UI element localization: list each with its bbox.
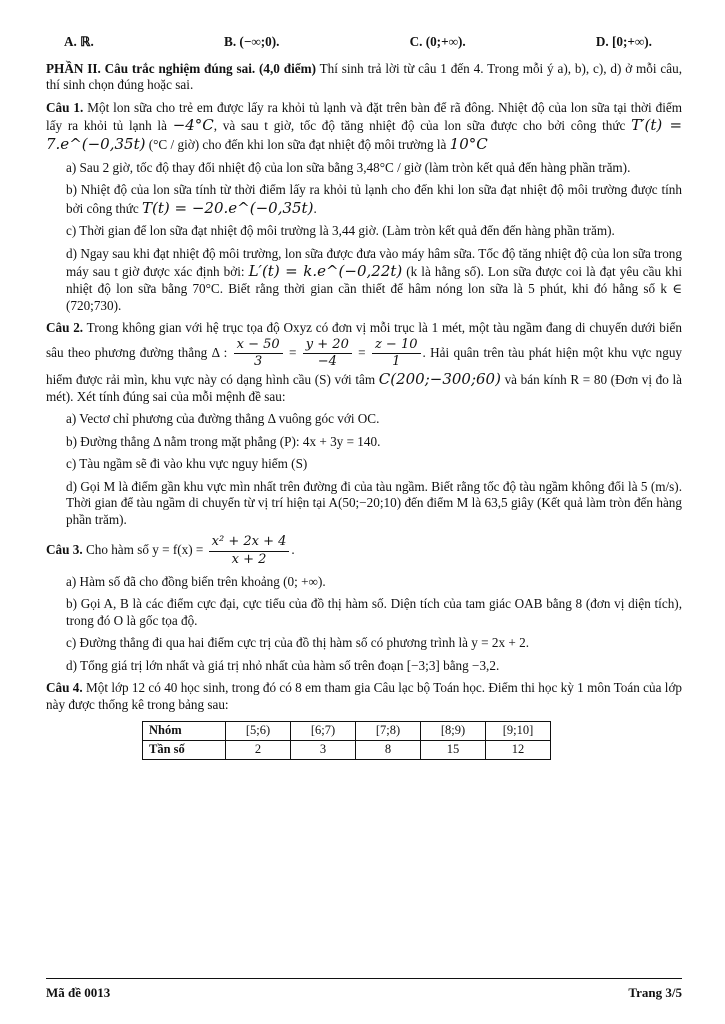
- page-number: Trang 3/5: [628, 985, 682, 1000]
- q1-b-formula: T(t) = −20.e^(−0,35t): [142, 198, 314, 217]
- table-row: [143, 740, 551, 759]
- part2-heading: PHẦN II. Câu trắc nghiệm đúng sai. (4,0 điểm): [46, 60, 316, 76]
- q2-fraction-z: $\frac{z - 10}{1}$: [372, 337, 421, 371]
- q3-c: c) Đường thẳng đi qua hai điểm cực trị của đồ thị hàm số có phương trình là y = 2x + 2.: [66, 635, 530, 651]
- q1-formula: T′(t) = 7.e^(−0,35t): [46, 116, 683, 153]
- q2-fraction-x: $\frac{x - 50}{3}$: [234, 337, 283, 371]
- q2-stem: Câu 2. Trong không gian với hệ trục tọa độ Oxyz có đơn vị mỗi trục là 1 mét, một tàu ngầm đang di chuyển dưới biển sâu theo phương đường thẳng Δ : $\frac{x - 50}{3}$ = $\frac{y + 20}{-4}$ = $\frac{z - 10}{1}$ . Hải quân trên tàu phát hiện một khu vực nguy hiểm được rải mìn, khu vực này có dạng hình cầu (S) với tâm C(200;−300;60) và bán kính R = 80 (Đơn vị đo là mét). Xét tính đúng sai của mỗi mệnh đề sau:: [46, 320, 683, 404]
- q1-b: b) Nhiệt độ của lon sữa tính từ thời điểm lấy ra khỏi tủ lạnh cho đến khi lon sữa đạt nhiệt độ môi trường được tính bởi công thức T(t) = −20.e^(−0,35t).: [66, 182, 682, 217]
- option-a: A. ℝ.: [64, 34, 94, 49]
- table-cell: [5;6): [226, 722, 291, 741]
- part2-instructions: Thí sinh trả lời từ câu 1 đến 4. Trong mỗi ý a), b), c), d) ở mỗi câu, thí sinh chọn đúng hoặc sai.: [46, 60, 683, 92]
- q2-center: C(200;−300;60): [378, 370, 501, 388]
- q2-label: Câu 2.: [46, 320, 84, 335]
- table-cell: 3: [291, 740, 356, 759]
- q3-stem: Câu 3. Cho hàm số y = f(x) = $\frac{\text{x² + 2x + 4}}{x + 2}$ .: [46, 534, 295, 567]
- q2-a: a) Vectơ chỉ phương của đường thẳng Δ vuông góc với OC.: [66, 411, 380, 427]
- part2-intro: [46, 61, 682, 94]
- table-cell: 8: [356, 740, 421, 759]
- q1-a: a) Sau 2 giờ, tốc độ thay đổi nhiệt độ của lon sữa bằng 3,48°C / giờ (làm tròn kết quả đến hàng phần trăm).: [66, 159, 631, 175]
- q1-d: d) Ngay sau khi đạt nhiệt độ môi trường, lon sữa được đưa vào máy hâm sữa. Tốc độ tăng nhiệt độ của lon sữa trong máy sau t giờ được xác định bởi: L′(t) = k.e^(−0,22t) (k là hằng số). Lon sữa được coi là đạt yêu cầu khi nhiệt độ lon sữa bằng 70°C. Biết rằng thời gian cần thiết để hâm nóng lon sữa là 5 phút, khi đó hằng số k ∈ (720;730).: [66, 245, 682, 313]
- table-cell: 2: [226, 740, 291, 759]
- table-cell: 15: [421, 740, 486, 759]
- q3-label: Câu 3.: [46, 542, 83, 558]
- table-cell: 12: [486, 740, 551, 759]
- q1-c: c) Thời gian để lon sữa đạt nhiệt độ môi trường là 3,44 giờ. (Làm tròn kết quả đến đến hàng phần trăm).: [66, 223, 615, 239]
- q3-b: b) Gọi A, B là các điểm cực đại, cực tiểu của đồ thị hàm số. Diện tích của tam giác OAB bằng 8 (đơn vị diện tích), trong đó O là gốc tọa độ.: [66, 596, 682, 628]
- option-d: D. [0;+∞).: [595, 34, 652, 49]
- q1-initial-temp: −4°C: [172, 116, 214, 134]
- q2-d: d) Gọi M là điểm gần khu vực mìn nhất trên đường đi của tàu ngầm. Biết rằng tốc độ tàu ngầm không đổi là 5 (m/s). Thời gian để tàu ngầm di chuyển từ vị trí hiện tại A(50;−20;10) đến điểm M là 63,5 giây (Kết quả làm tròn đến hàng phần trăm).: [66, 478, 682, 527]
- q1-stem: Câu 1. Một lon sữa cho trẻ em được lấy ra khỏi tủ lạnh và đặt trên bàn để rã đông. Nhiệt độ của lon sữa tại thời điểm lấy ra khỏi tủ lạnh là −4°C, và sau t giờ, tốc độ tăng nhiệt độ của lon sữa được cho bởi công thức T′(t) = 7.e^(−0,35t) (°C / giờ) cho đến khi lon sữa đạt nhiệt độ môi trường là 10°C: [46, 99, 683, 153]
- table-row: [143, 722, 551, 741]
- q4-label: Câu 4.: [46, 680, 83, 696]
- page-footer: [46, 978, 682, 1001]
- table-cell: Nhóm: [143, 722, 226, 741]
- exam-code: Mã đề 0013: [46, 985, 111, 1000]
- table-cell: Tần số: [143, 740, 226, 759]
- frequency-table: [142, 721, 551, 759]
- option-c: C. (0;+∞).: [409, 34, 466, 49]
- q1-d-formula: L′(t) = k.e^(−0,22t): [248, 262, 403, 281]
- answer-options: [46, 34, 682, 51]
- q1-env-temp: 10°C: [449, 134, 488, 153]
- table-cell: [7;8): [356, 722, 421, 741]
- table-cell: [8;9): [421, 722, 486, 741]
- exam-page: [46, 34, 682, 760]
- q2-c: c) Tàu ngầm sẽ đi vào khu vực nguy hiểm (S): [66, 456, 308, 472]
- option-b: B. (−∞;0).: [224, 34, 280, 49]
- q3-d: d) Tổng giá trị lớn nhất và giá trị nhỏ nhất của hàm số trên đoạn [−3;3] bằng −3,2.: [66, 657, 500, 673]
- q4-stem: Câu 4. Một lớp 12 có 40 học sinh, trong đó có 8 em tham gia Câu lạc bộ Toán học. Điểm thi học kỳ 1 môn Toán của lớp này được thống kê trong bảng sau:: [46, 680, 683, 712]
- q3-a: a) Hàm số đã cho đồng biến trên khoảng (0; +∞).: [66, 573, 326, 589]
- q3-fraction: $\frac{\text{x² + 2x + 4}}{x + 2}$: [209, 534, 290, 568]
- q1-label: Câu 1.: [46, 99, 84, 115]
- table-cell: [9;10]: [486, 722, 551, 741]
- table-cell: [6;7): [291, 722, 356, 741]
- q2-fraction-y: $\frac{y + 20}{-4}$: [303, 337, 352, 371]
- q2-b: b) Đường thẳng Δ nằm trong mặt phẳng (P): 4x + 3y = 140.: [66, 433, 381, 449]
